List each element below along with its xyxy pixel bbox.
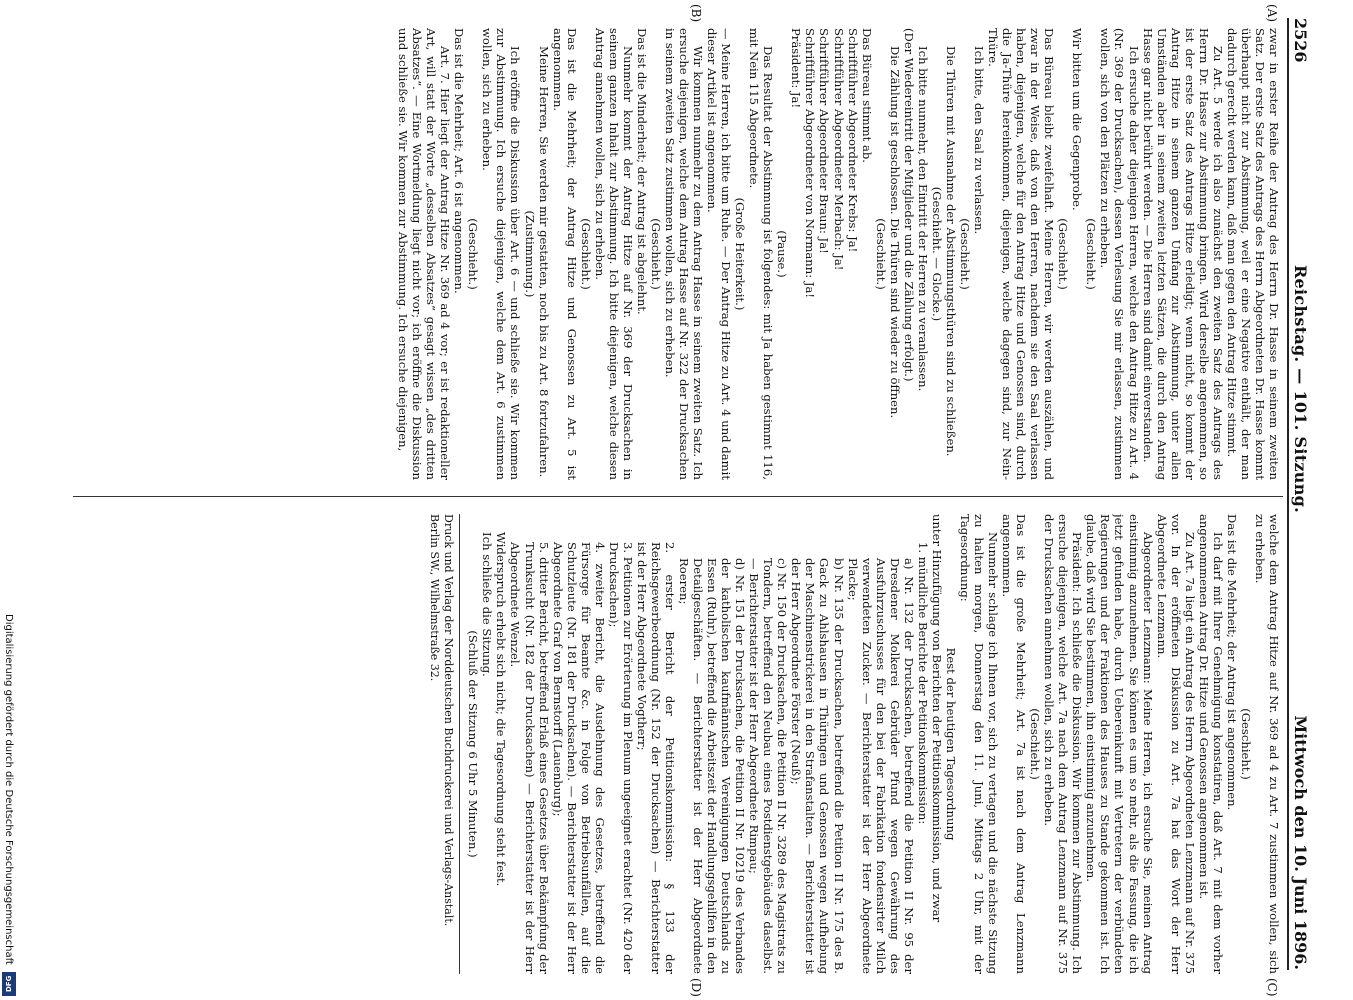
imprint-line: Berlin SW., Wilhelmstraße 32.	[428, 514, 442, 682]
text-paragraph: Das Büreau bleibt zweifelhaft. Meine Herren, wir werden auszählen, und zwar in der Weise, daß von den Herren, nachdem sie den Saal verlassen haben, diejenigen, welche für den Antrag Hitze und Genossen sind, durch die Ja-Thüre hereinkommen, diejenigen, welche dagegen sind, zur Nein-Thüre.	[986, 28, 1057, 480]
text-paragraph: (Geschieht.)	[873, 218, 888, 290]
rotated-page	[53, 0, 1353, 1000]
text-paragraph: 3. Petitionen zur Erörterung im Plenum ungeeignet erachtet (Nr. 420 der Drucksachen);	[606, 542, 635, 974]
text-paragraph: unter Hinzufügung von Berichten der Petitionskommission, und zwar	[929, 514, 944, 923]
text-paragraph: Die Thüren mit Ausnahme der Abstimmungsthüren sind zu schließen.	[943, 46, 958, 457]
text-paragraph: (Geschieht.)	[1084, 218, 1099, 290]
text-paragraph: (Geschieht.)	[578, 218, 593, 290]
margin-marker-b: (B)	[689, 4, 703, 23]
text-paragraph: (Geschieht. — Glocke.)	[929, 186, 944, 322]
text-paragraph: Präsident: Ja!	[789, 28, 804, 109]
text-paragraph: Ich darf mit Ihrer Genehmigung konstatiren, daß Art. 7 mit dem vorher angenommenen Antrag Dr. Hitze und Genossen angenommen ist.	[1196, 514, 1225, 974]
digitization-credit: Digitalisierung gefördert durch die Deutsche Forschungsgemeinschaft	[3, 614, 14, 965]
text-paragraph: a) Nr. 132 der Drucksachen, betreffend die Petition II Nr. 95 der Dresdener Molkerei Gebrüder Pfund wegen Gewährung des Ausfuhrzuschusses für den bei der Fabrikation fondensirter Milch verwendeten Zucker. — Berichterstatter ist der Herr Abgeordnete Placke;	[845, 558, 916, 974]
text-paragraph: Rest der heutigen Tagesordnung	[943, 647, 958, 841]
text-paragraph: Zu Art. 5 werde ich also zunächst den zweiten Satz des Antrags des Herrn Dr. Hasse zur Abstimmung bringen. Wird derselbe angenommen, so ist der erste Satz des Antrags Hitze erledigt; wenn nicht, so kommt der Antrag Hitze in seinem ganzen Umfang zur Abstimmung, unter allen Umständen aber in seinem zweiten letzten Sätzen, die durch den Antrag Hasse gar nicht berührt werden. — Die Herren sind damit einverstanden.	[1140, 28, 1225, 480]
margin-marker-c: (C)	[1265, 978, 1279, 997]
text-paragraph: (Geschieht.)	[648, 218, 663, 290]
text-paragraph: Das Büreau stimmt ab.	[859, 28, 874, 163]
text-paragraph: Widerspruch erhebt sich nicht; die Tagesordnung steht fest.	[494, 532, 509, 887]
imprint-rule	[459, 514, 460, 974]
session-title: Reichstag. — 101. Sitzung.	[1291, 264, 1310, 514]
text-paragraph: Das ist die Minderheit; der Antrag ist abgelehnt.	[634, 28, 649, 315]
text-paragraph: Ich eröffne die Diskussion über Art. 6 — und schließe sie. Wir kommen zur Abstimmung. Ich ersuche diejenigen, welche dem Art. 6 zustimmen wollen, sich zu erheben.	[480, 28, 523, 480]
text-paragraph: (Geschieht.)	[957, 218, 972, 290]
text-paragraph: (Geschieht.)	[1028, 708, 1043, 780]
text-paragraph: Schriftführer Abgeordneter Braun: Ja!	[817, 28, 832, 254]
text-paragraph: c) Nr. 150 der Drucksachen, die Petition II Nr. 3289 des Magistrats zu Tondern, betreffend den Neubau eines Postdienstgebäudes daselbst. — Berichterstatter ist der Herr Abgeordnete Rimpau;	[747, 558, 790, 974]
text-paragraph: b) Nr. 135 der Drucksachen, betreffend die Petition II Nr. 175 des B. Gack zu Ahlshausen in Thüringen und Genossen wegen Aufhebung der Maschinenstrickerei in den Strafanstalten. — Berichterstatter ist der Herr Abgeordnete Förster (Neuß);	[789, 558, 846, 974]
margin-marker-d: (D)	[689, 978, 703, 997]
text-paragraph: (Pause.)	[775, 230, 790, 278]
text-paragraph: Schriftführer Abgeordneter Merbach: Ja!	[831, 28, 846, 271]
text-paragraph: Wir bitten um die Gegenprobe.	[1070, 28, 1085, 211]
text-paragraph: (Geschieht.)	[1056, 218, 1071, 290]
text-paragraph: Das Resultat der Abstimmung ist folgendes: mit Ja haben gestimmt 116, mit Nein 115 Abgeordnete.	[747, 28, 776, 480]
page-header	[1287, 18, 1331, 970]
text-paragraph: (Geschieht.)	[1238, 708, 1253, 780]
column-divider	[73, 496, 1283, 497]
text-paragraph: Ich bitte, den Saal zu verlassen.	[972, 46, 987, 235]
text-paragraph: Ich schließe die Sitzung.	[480, 532, 495, 677]
left-text-column	[71, 28, 1281, 480]
text-paragraph: Die Zählung ist geschlossen. Die Thüren sind wieder zu öffnen.	[887, 46, 902, 419]
margin-marker-a: (A)	[1265, 4, 1279, 23]
text-paragraph: Nunmehr kommt der Antrag Hitze auf Nr. 369 der Drucksachen in seinem ganzen Inhalt zur Abstimmung. Ich bitte diejenigen, welche diesen Antrag annehmen wollen, sich zu erheben.	[592, 28, 635, 480]
text-paragraph: (Geschieht.)	[466, 218, 481, 290]
text-paragraph: d) Nr. 151 der Drucksachen, die Petition II Nr. 10219 des Verbandes der katholischen kaufmännischen Vereinigungen Deutschlands zu Essen (Ruhr), betreffend die Arbeitszeit der Handlungsgehilfen in den Detailgeschäften. — Berichterstatter ist der Herr Abgeordnete Roeren;	[677, 558, 748, 974]
text-paragraph: Abgeordneter Lenzmann: Meine Herren, ich ersuche Sie, meinen Antrag einstimmig anzunehmen. Sie können es um so mehr, als die Fassung, die ich jetzt gefunden habe, durch Uebereinkunft mit Vertretern der verbündeten Regierungen und der Fraktionen des Hauses zu Stande gekommen ist. Ich glaube, daß wird Sie bestimmen, ihn einstimmig anzunehmen.	[1084, 514, 1155, 974]
text-paragraph: Das ist die Mehrheit; Art. 6 ist angenommen.	[452, 28, 467, 294]
text-paragraph: 2. erster Bericht der Petitionskommission: § 133 der Reichsgewerbeordnung (Nr. 152 der Drucksachen) — Berichterstatter ist der Herr Abgeordnete Vogtherr;	[634, 542, 677, 974]
text-paragraph: Das ist die Mehrheit; der Antrag Hitze und Genossen zu Art. 5 ist angenommen.	[550, 28, 579, 480]
text-paragraph: zwar in erster Reihe der Antrag des Herrn Dr. Hasse in seinem zweiten Satz. Der erste Satz des Antrags des Herrn Abgeordneten Dr. Hasse kommt überhaupt nicht zur Abstimmung, weil er eine Negative enthält, der man dadurch gerecht werden kann, daß man gegen den Antrag Hitze stimmt.	[1224, 28, 1281, 480]
text-paragraph: (Schluß der Sitzung 6 Uhr 5 Minuten.)	[466, 630, 481, 858]
text-paragraph: Das ist die Mehrheit; der Antrag ist angenommen.	[1224, 514, 1239, 811]
text-paragraph: Schriftführer Abgeordneter Krebs: Ja!	[845, 28, 860, 253]
text-paragraph: (Große Heiterkeit.)	[733, 197, 748, 311]
text-paragraph: Präsident: Ich schließe die Diskussion. Wir kommen zur Abstimmung. Ich ersuche diejenigen, welche Art. 7a nach dem Antrag Lenzmann auf Nr. 375 der Drucksachen annehmen wollen, sich zu erheben.	[1042, 514, 1085, 974]
page-number: 2526	[1291, 18, 1310, 63]
text-paragraph: Schriftführer Abgeordneter von Normann: Ja!	[803, 28, 818, 299]
text-paragraph: Das ist die große Mehrheit; Art. 7a ist nach dem Antrag Lenzmann angenommen.	[1000, 514, 1029, 974]
text-paragraph: Meine Herren, Sie werden mir gestatten, noch bis zu Art. 8 fortzufahren.	[536, 46, 551, 478]
text-paragraph: Wir kommen nunmehr zu dem Antrag Hasse in seinem zweiten Satz. Ich ersuche diejenigen, welche dem Antrag Hasse auf Nr. 322 der Drucksachen in seinem zweiten Satz zustimmen wollen, sich zu erheben.	[662, 28, 706, 480]
right-text-column	[71, 514, 1281, 974]
text-paragraph: welche dem Antrag Hitze auf Nr. 369 ad 4 zu Art. 7 zustimmen wollen, sich zu erheben.	[1252, 514, 1281, 974]
text-paragraph: Nunmehr schlage ich Ihnen vor, sich zu vertagen und die nächste Sitzung zu halten morgen, Donnerstag den 11. Juni, Mittags 2 Uhr, mit der Tagesordnung:	[957, 514, 1001, 974]
text-paragraph: 1. mündliche Berichte der Petitionskommission:	[915, 542, 930, 825]
dfg-logo-icon: DFG	[2, 972, 16, 996]
text-paragraph: Ich ersuche daher diejenigen Herren, welche den Antrag Hitze zu Art. 4 (Nr. 369 der Drucksachen), dessen Verlesung Sie mir erlassen, zustimmen wollen, sich von den Plätzen zu erheben.	[1098, 28, 1141, 480]
text-paragraph: Zu Art. 7a liegt ein Antrag des Herrn Abgeordneten Lenzmann auf Nr. 375 vor. In der eröffneten Diskussion zu Art. 7a hat das Wort der Herr Abgeordnete Lenzmann.	[1154, 514, 1197, 974]
text-paragraph: 4. zweiter Bericht, die Ausdehnung des Gesetzes, betreffend die Fürsorge für Beamte &c. in Folge von Betriebsunfällen, auf die Schutzleute (Nr. 181 der Drucksachen). — Berichterstatter ist der Herr Abgeordnete Graf von Bernstorff (Lauenburg);	[550, 542, 607, 974]
session-date: Mittwoch den 10. Juni 1896.	[1291, 715, 1310, 970]
text-paragraph: — Meine Herren, ich bitte um Ruhe. — Der Antrag Hitze zu Art. 4 und damit dieser Artikel ist angenommen.	[705, 28, 734, 480]
text-paragraph: 5. dritter Bericht, betreffend Erlaß eines Gesetzes über Bekämpfung der Trunksucht (Nr. 182 der Drucksachen) — Berichterstatter ist der Herr Abgeordnete Wenzel.	[508, 542, 551, 974]
text-paragraph: Art. 7. Hier liegt der Antrag Hitze Nr. 369 ad 4 vor; er ist redaktioneller Art, will statt der Worte „desselben Absatzes“ gesagt wissen „des dritten Absatzes“. — Eine Wortmeldung liegt nicht vor; ich eröffne die Diskussion und schließe sie. Wir kommen zur Abstimmung. Ich ersuche diejenigen,	[396, 28, 453, 480]
imprint-line: Druck und Verlag der Norddeutschen Buchdruckerei und Verlags-Anstalt.	[442, 514, 456, 927]
text-paragraph: Ich bitte nunmehr, den Eintritt der Herren zu veranlassen.	[915, 46, 930, 392]
text-paragraph: (Zustimmung.)	[522, 210, 537, 298]
text-paragraph: (Der Wiedereintritt der Mitglieder und die Zählung erfolgt.)	[901, 28, 916, 382]
